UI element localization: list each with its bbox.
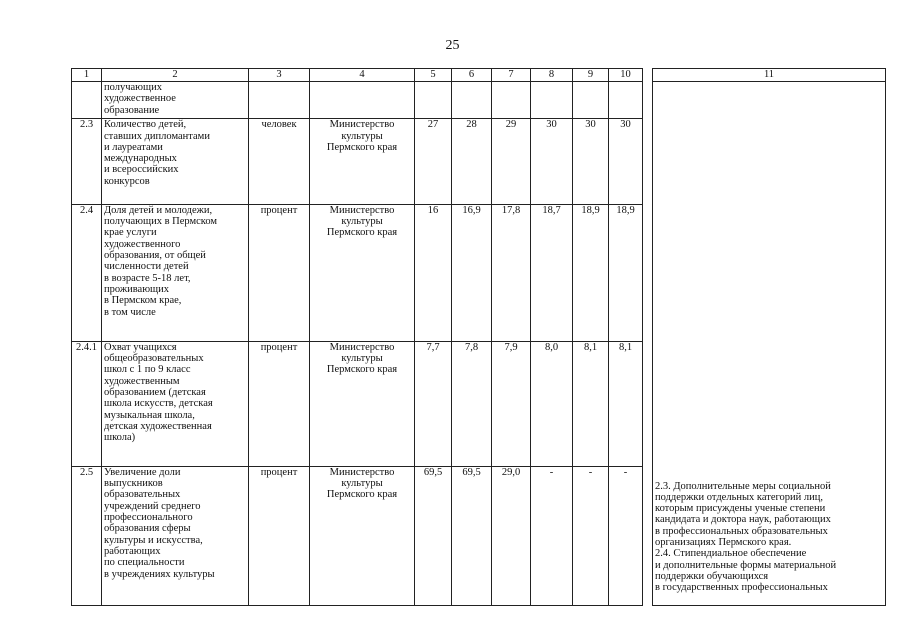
unit-cell: процент [249,204,310,341]
header-cell: 8 [531,69,573,82]
value-cell [609,82,643,119]
value-cell: - [609,466,643,605]
header-cell: 11 [653,69,886,82]
row-number: 2.4.1 [72,341,102,466]
organization-cell [310,82,415,119]
header-cell: 1 [72,69,102,82]
column-gap [643,82,653,119]
value-cell: 18,7 [531,204,573,341]
value-cell: 16,9 [452,204,492,341]
table-header-row [72,69,886,82]
value-cell [573,82,609,119]
value-cell: 27 [415,119,452,205]
value-cell: 69,5 [452,466,492,605]
value-cell [415,82,452,119]
column-gap [643,466,653,605]
value-cell: 69,5 [415,466,452,605]
header-cell: 3 [249,69,310,82]
header-cell: 2 [102,69,249,82]
table-row [72,82,886,119]
notes-text: 2.3. Дополнительные меры социальной поддержки отдельных категорий лиц, которым присуждены ученые степени кандидата и доктора наук, работающих в профессиональных образовательных организациях Пермского края. 2.4. Стипендиальное обеспечение и дополнительные формы материальной поддержки обучающихся в государственных профессиональных [655,480,837,594]
unit-cell [249,82,310,119]
header-cell: 6 [452,69,492,82]
header-cell: 7 [492,69,531,82]
column-gap [643,119,653,205]
unit-cell: человек [249,119,310,205]
header-cell: 4 [310,69,415,82]
value-cell: 7,9 [492,341,531,466]
organization-cell: Министерство культуры Пермского края [310,119,415,205]
column-gap [643,69,653,82]
row-number: 2.3 [72,119,102,205]
value-cell: 8,1 [573,341,609,466]
value-cell: 29,0 [492,466,531,605]
value-cell [531,82,573,119]
value-cell: 7,8 [452,341,492,466]
value-cell: 30 [609,119,643,205]
organization-cell: Министерство культуры Пермского края [310,204,415,341]
indicator-name: Увеличение доли выпускников образовательных учреждений среднего профессионального образования сферы культуры и искусства, работающих по специальности в учреждениях культуры [102,466,249,605]
column-gap [643,204,653,341]
value-cell: 16 [415,204,452,341]
value-cell: 8,0 [531,341,573,466]
value-cell [492,82,531,119]
unit-cell: процент [249,466,310,605]
value-cell: 28 [452,119,492,205]
indicator-name: Количество детей, ставших дипломантами и лауреатами международных и всероссийских конкурсов [102,119,249,205]
value-cell: - [573,466,609,605]
header-cell: 10 [609,69,643,82]
value-cell: - [531,466,573,605]
indicator-name: Доля детей и молодежи, получающих в Пермском крае услуги художественного образования, от общей численности детей в возрасте 5-18 лет, проживающих в Пермском крае, в том числе [102,204,249,341]
row-number: 2.5 [72,466,102,605]
value-cell: 30 [531,119,573,205]
indicator-name: Охват учащихся общеобразовательных школ с 1 по 9 класс художественным образованием (детская школа искусств, детская музыкальная школа, детская художественная школа) [102,341,249,466]
column-gap [643,341,653,466]
header-cell: 5 [415,69,452,82]
indicator-name: получающих художественное образование [102,82,249,119]
value-cell: 7,7 [415,341,452,466]
row-number: 2.4 [72,204,102,341]
organization-cell: Министерство культуры Пермского края [310,341,415,466]
value-cell: 30 [573,119,609,205]
value-cell: 18,9 [573,204,609,341]
value-cell [452,82,492,119]
value-cell: 18,9 [609,204,643,341]
page-number: 25 [445,38,460,53]
organization-cell: Министерство культуры Пермского края [310,466,415,605]
unit-cell: процент [249,341,310,466]
value-cell: 17,8 [492,204,531,341]
value-cell: 29 [492,119,531,205]
value-cell: 8,1 [609,341,643,466]
row-number [72,82,102,119]
program-indicators-table [71,68,886,606]
notes-cell [653,82,886,606]
header-cell: 9 [573,69,609,82]
